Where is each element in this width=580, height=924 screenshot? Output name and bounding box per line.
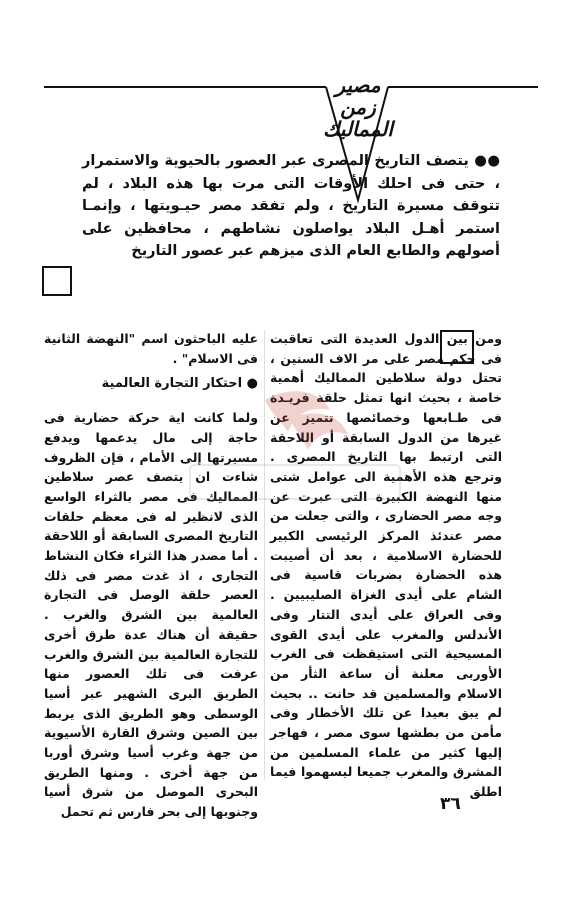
column-separator — [264, 330, 265, 780]
section-title-line1: مصير زمن — [335, 73, 381, 119]
lead-text: ●● يتصف التاريخ المصرى عبر العصور بالحيوية والاستمرار ، حتى فى احلك الأوقات التى مرت بها هذه البلاد ، لم تتوقف مسيرة التاريخ ، ولم تفقد مصر حيـويتها ، وإنمـا استمر أهـل البلاد يواصلون نشاطهم ، محافظين على أصولهم والطابع العام الذى ميزهم عبر عصور التاريخ — [82, 153, 500, 259]
lead-paragraph — [82, 150, 500, 263]
column-left — [44, 329, 258, 822]
section-title-logo — [322, 74, 394, 140]
column-right-text: ومن بين الدول العديدة التى تعاقبت فى حكم مصر على مر الاف السنين ، تحتل دولة سلاطين المماليك أهمية خاصة ، بحيث انها تمثل حلقة فريـدة فى طـابعها وخصائصها تتميز عن غيرها من الدول السابقة أو اللاحقة التى ارتبط بها التاريخ المصرى . وترجع هذه الأهمية الى عوامل شتى منها النهضة الكبيرة التى عبرت عن وجه مصر الحضارى ، والتى جعلت من مصر عندئذ المركز الرئيسى الكبير للحضارة الاسلامية ، بعد أن أصيبت هذه الحضارة بضربات قاسية فى الشام على أيدى الغزاة الصليبيين . وفى العراق على أيدى التتار وفى الأندلس والمغرب على أيدى القوى المسيحية التى استيقظت فى الغرب الأوربى معلنة أن ساعة الثأر من الاسلام والمسلمين قد حانت .. بحيث لم يبق بعيدا عن تلك الأخطار وفى مأمن من بطشها سوى مصر ، فهاجر إليها كثير من علماء المسلمين من المشرق والمغرب جميعا ليسهموا فيما اطلق — [270, 331, 502, 800]
column-left-intro: عليه الباحثون اسم "النهضة الثانية فى الاسلام" . — [44, 331, 258, 366]
lead-square-marker — [42, 266, 72, 296]
column-left-subheading: ● احتكار التجارة العالمية — [101, 376, 258, 392]
section-title-line2: المماليك — [323, 117, 393, 141]
column-left-text: ولما كانت اية حركة حضارية فى حاجة إلى مال يدعمها ويدفع مسيرتها إلى الأمام ، فإن الظروف شاءت ان يتصف عصر سلاطين المماليك فى مصر بالثراء الواسع الذى لانظير له فى معظم حلقات التاريخ المصرى السابقة أو اللاحقة . أما مصدر هذا الثراء فكان النشاط التجارى ، اذ غدت مصر فى ذلك العصر حلقة الوصل فى التجارة العالمية بين الشرق والغرب . حقيقة أن هناك عدة طرق أخرى للتجارة العالمية بين الشرق والغرب عرفت فى تلك العصور منها الطريق البرى الشهير عبر أسيا الوسطى وهو الطريق الذى يربط بين الصين وشرق القارة الأسيوية من جهة وغرب أسيا وشرق أوربا من جهة أخرى . ومنها الطريق البحرى الموصل من شرق أسيا وجنوبها إلى بحر فارس ثم تحمل — [44, 410, 258, 820]
column-right — [270, 329, 502, 802]
page-number: ٣٦ — [440, 794, 461, 814]
